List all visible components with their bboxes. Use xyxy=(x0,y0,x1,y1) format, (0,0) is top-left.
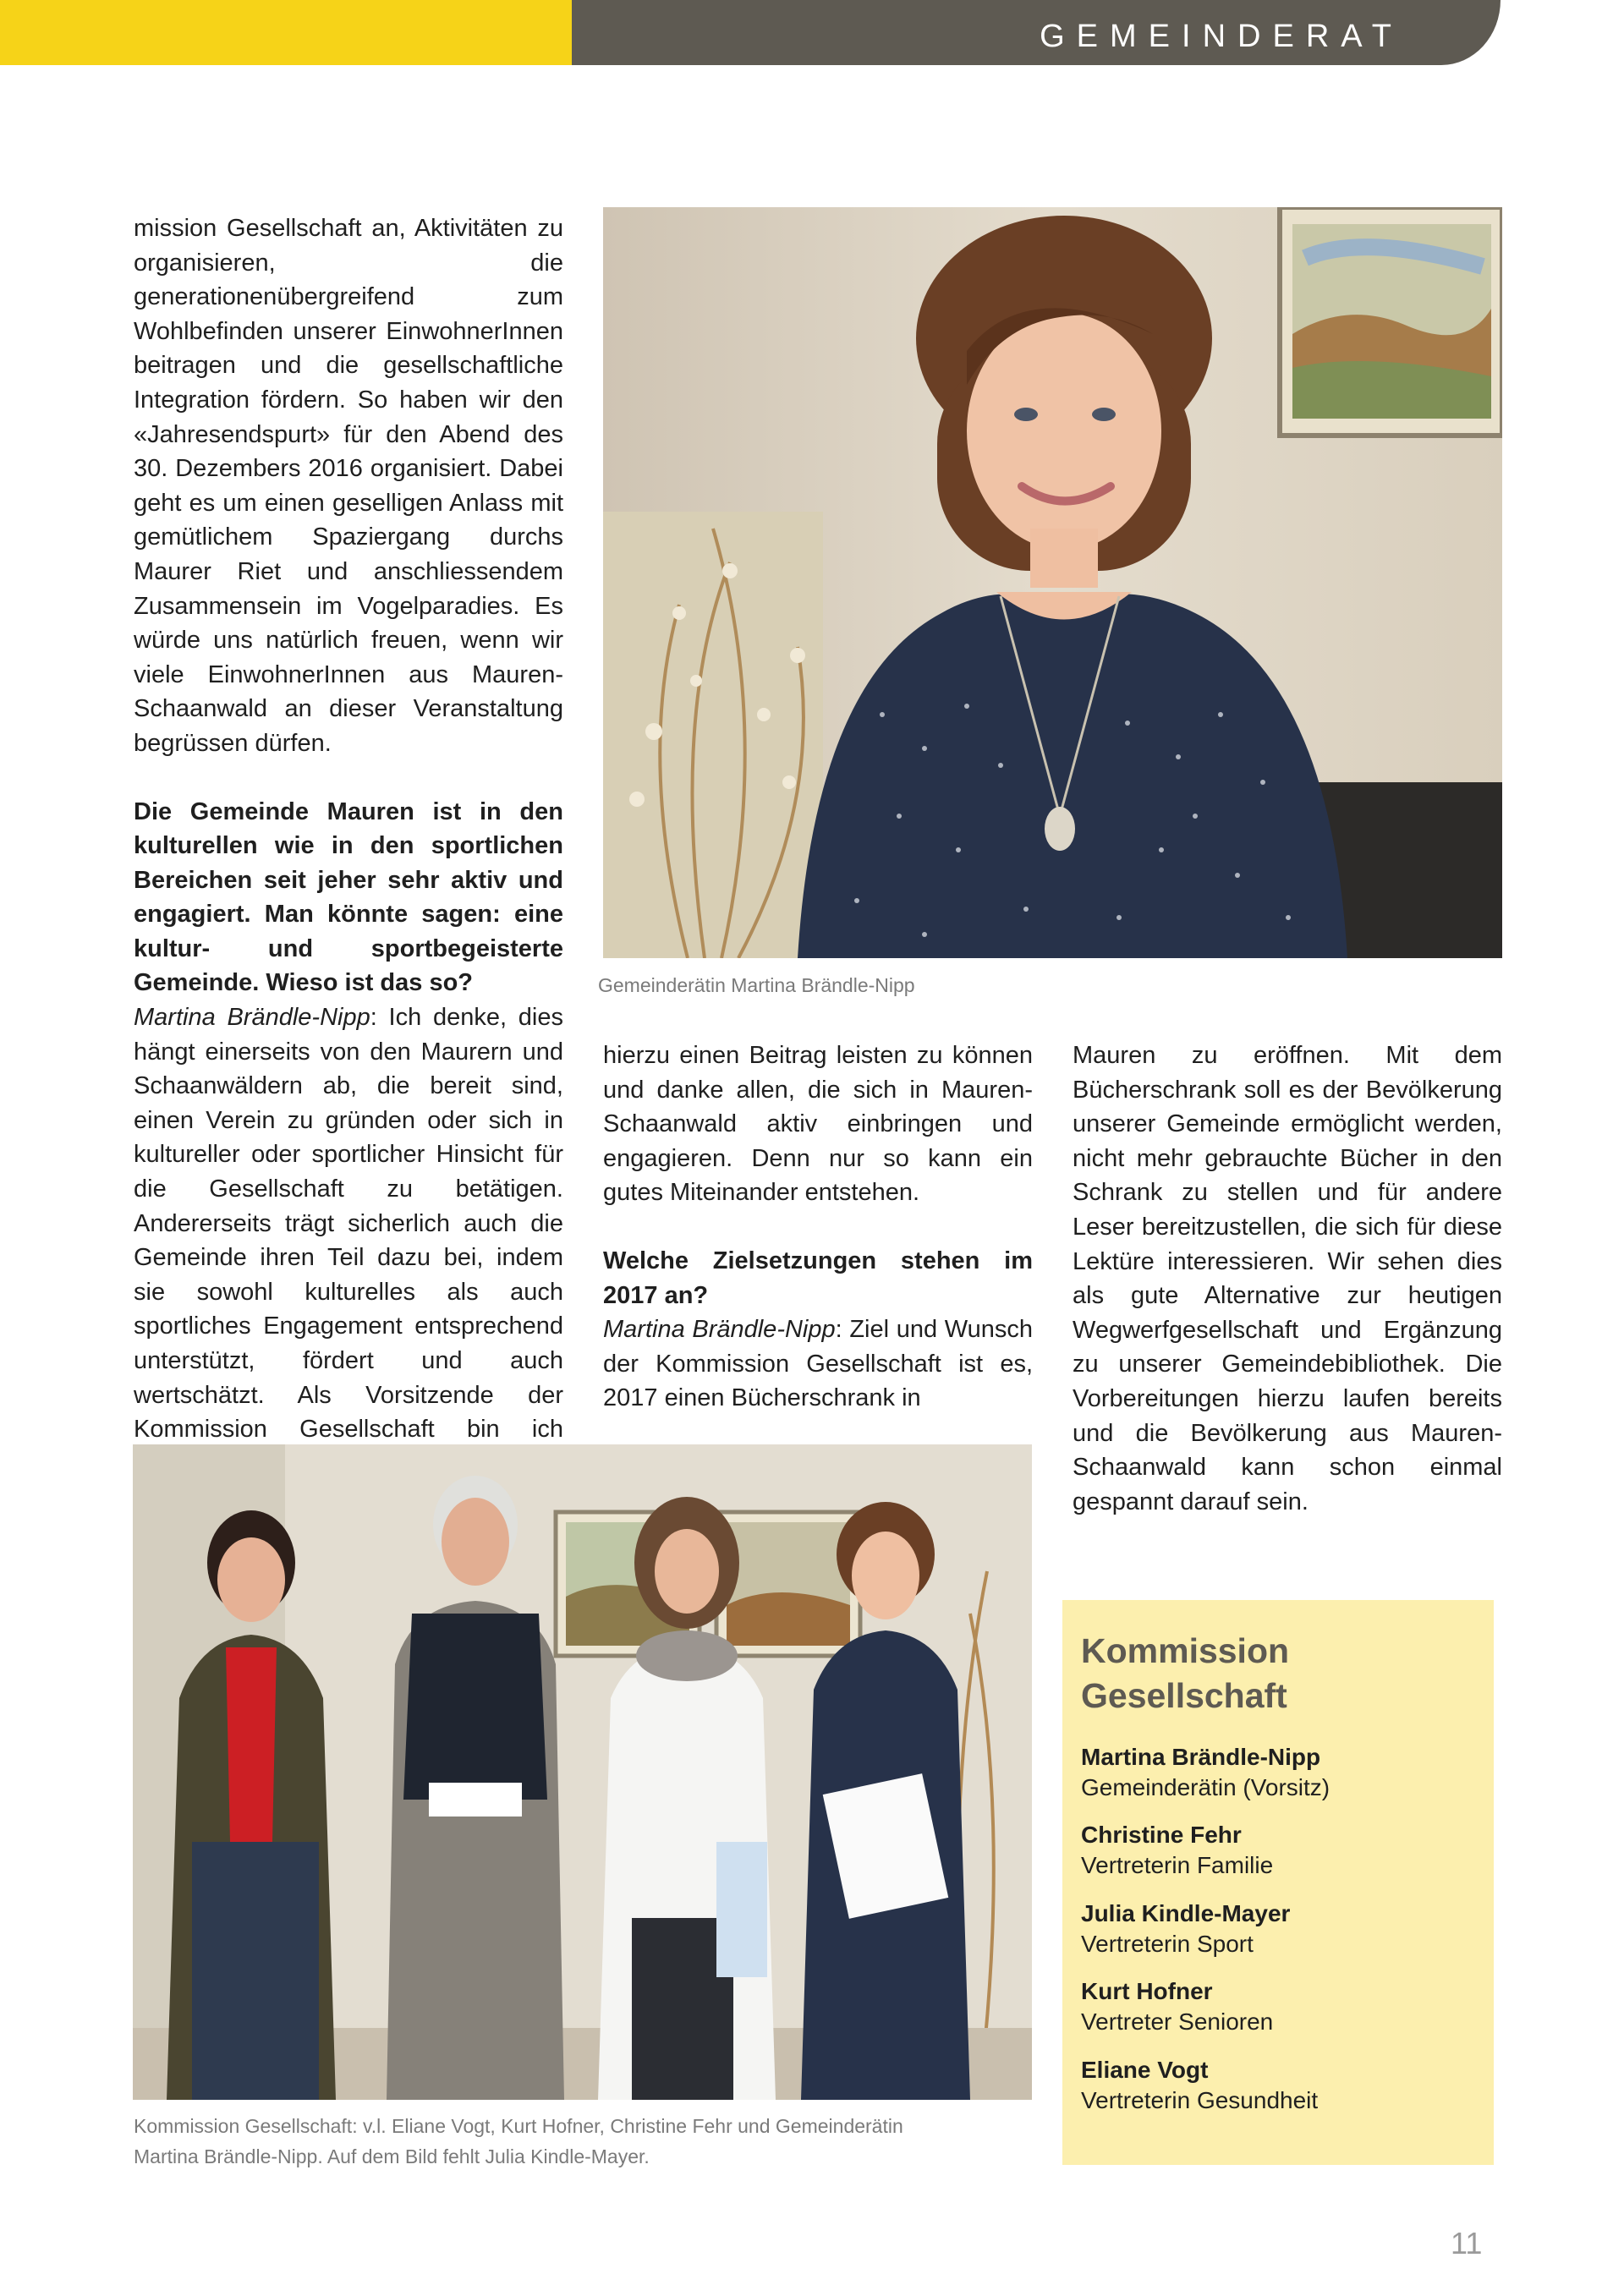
column-middle xyxy=(603,1038,1033,1416)
commission-sidebar xyxy=(1062,1600,1494,2165)
member-role: Vertreterin Gesundheit xyxy=(1081,2087,1319,2113)
member-name: Julia Kindle-Mayer xyxy=(1081,1900,1291,1926)
member-entry xyxy=(1081,2055,1318,2116)
header-accent-bar xyxy=(0,0,572,65)
interview-question: Die Gemeinde Mauren ist in den kulturellen wie in den sportlichen Bereichen seit jeher sehr aktiv und engagiert. Man könnte sagen: eine kultur- und sportbegeisterte Gemeinde. Wieso ist das so? xyxy=(134,797,563,997)
member-name: Christine Fehr xyxy=(1081,1822,1242,1848)
interview-question-2: Welche Zielsetzungen stehen im 2017 an? xyxy=(603,1247,1033,1309)
member-name: Eliane Vogt xyxy=(1081,2057,1209,2083)
member-role: Vertreterin Sport xyxy=(1081,1931,1254,1957)
speaker-name-2: Martina Brändle-Nipp xyxy=(603,1316,836,1344)
column-right xyxy=(1073,1038,1502,1519)
answer-text: : Ich denke, dies hängt einerseits von den Maurern und Schaanwäldern ab, die bereit sind, einen Verein zu gründen oder sich in kultureller oder sportlicher Hinsicht für die Gesellschaft zu betätigen. Andererseits trägt sicherlich auch die Gemeinde ihren Teil dazu bei, indem sie sowohl kulturelles als auch sportliches Engagement entsprechend unterstützt, fördert und auch wertschätzt. Als Vorsitzende der Kommission Gesellschaft bin ich xyxy=(134,1004,564,1444)
interview-answer-2 xyxy=(603,1312,1033,1416)
header-bar xyxy=(572,0,1501,65)
column-left xyxy=(134,211,563,1481)
sidebar-title: Kommission Gesellschaft xyxy=(1081,1631,1290,1715)
member-name: Martina Brändle-Nipp xyxy=(1081,1744,1321,1770)
member-entry xyxy=(1081,1976,1273,2037)
middle-paragraph: hierzu einen Beitrag leisten zu können und danke allen, die sich in Mauren-Schaanwald aktiv einbringen und engagieren. Denn nur so kann ein gutes Miteinander entstehen. xyxy=(603,1042,1033,1207)
group-photo-caption xyxy=(134,2111,1039,2172)
member-entry xyxy=(1081,1820,1273,1881)
member-role: Gemeinderätin (Vorsitz) xyxy=(1081,1774,1330,1800)
right-paragraph: Mauren zu eröffnen. Mit dem Bücherschrank soll es der Bevölkerung unserer Gemeinde ermöglicht werden, nicht mehr gebrauchte Bücher in den Schrank zu stellen und für andere Leser bereitzustellen, die sich für diese Lektüre interessieren. Wir sehen dies als gute Alternative zur heutigen Wegwerfgesellschaft und Ergänzung zu unserer Gemeindebibliothek. Die Vorbereitungen hierzu laufen bereits und die Bevölkerung aus Mauren-Schaanwald kann schon einmal gespannt darauf sein. xyxy=(1073,1042,1502,1515)
member-entry xyxy=(1081,1899,1290,1959)
member-role: Vertreter Senioren xyxy=(1081,2008,1274,2035)
interview-answer xyxy=(134,1000,563,1481)
caption-line-2: Martina Brändle-Nipp. Auf dem Bild fehlt Julia Kindle-Mayer. xyxy=(134,2145,650,2167)
portrait-photo xyxy=(603,207,1502,958)
portrait-illustration xyxy=(603,207,1502,958)
caption-line-1: Kommission Gesellschaft: v.l. Eliane Vogt, Kurt Hofner, Christine Fehr und Gemeinderätin xyxy=(134,2115,903,2137)
group-illustration xyxy=(133,1444,1032,2100)
portrait-caption: Gemeinderätin Martina Brändle-Nipp xyxy=(598,974,915,996)
speaker-name: Martina Brändle-Nipp xyxy=(134,1004,370,1032)
member-entry xyxy=(1081,1742,1330,1803)
member-role: Vertreterin Familie xyxy=(1081,1852,1274,1878)
page-number: 11 xyxy=(1451,2226,1483,2260)
group-photo xyxy=(133,1444,1032,2100)
section-title: GEMEINDERAT xyxy=(1040,19,1403,54)
member-name: Kurt Hofner xyxy=(1081,1978,1213,2004)
answer-text-2: : Ziel und Wunsch der Kommission Gesellschaft ist es, 2017 einen Bücherschrank in xyxy=(603,1316,1034,1412)
intro-paragraph: mission Gesellschaft an, Aktivitäten zu organisieren, die generationenübergreifend zum Wohlbefinden unserer EinwohnerInnen beitragen und die gesellschaftliche Integration fördern. So haben wir den «Jahresendspurt» für den Abend des 30. Dezembers 2016 organisiert. Dabei geht es um einen geselligen Anlass mit gemütlichem Spaziergang durchs Maurer Riet und anschliessendem Zusammensein im Vogelparadies. Es würde uns natürlich freuen, wenn wir viele EinwohnerInnen aus Mauren-Schaanwald an dieser Veranstaltung begrüssen dürfen. xyxy=(134,215,563,757)
